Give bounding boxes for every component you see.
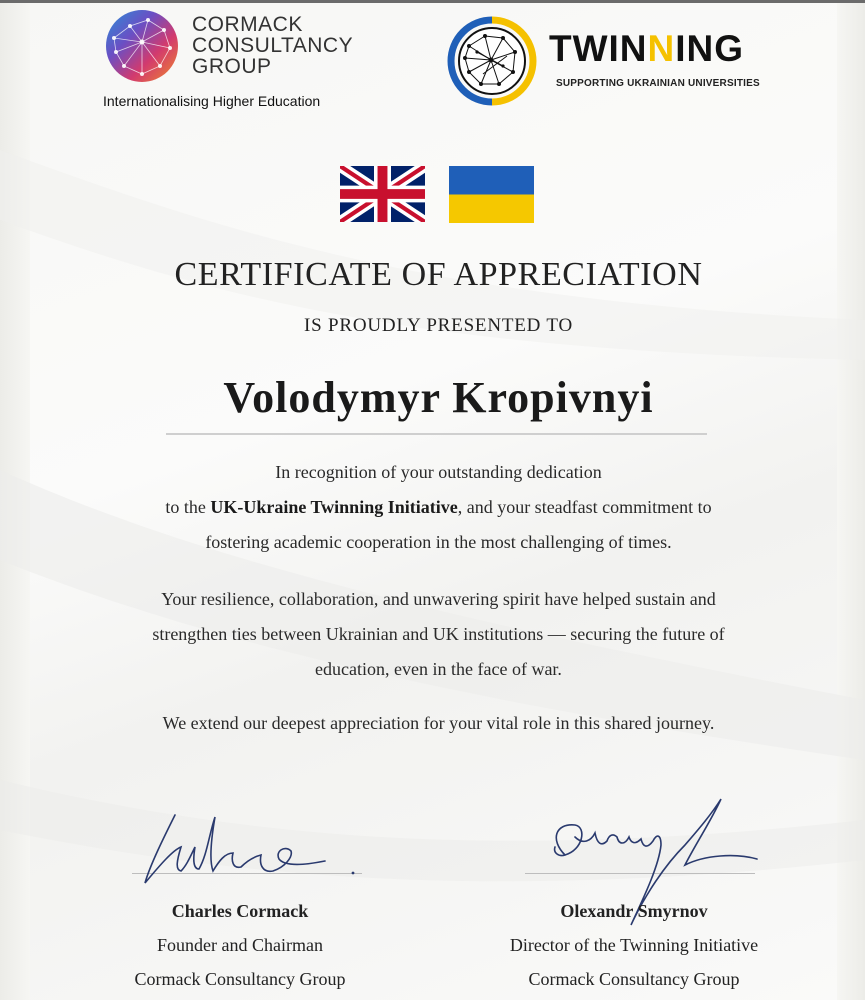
cormack-logo-line: GROUP <box>192 55 272 78</box>
paragraph-line: education, even in the face of war. <box>315 659 562 679</box>
paragraph-line: We extend our deepest appreciation for your vital role in this shared journey. <box>162 713 715 733</box>
resilience-paragraph <box>40 582 837 687</box>
presented-to-text: IS PROUDLY PRESENTED TO <box>304 315 573 336</box>
text-run: to the <box>165 497 211 517</box>
paragraph-line: In recognition of your outstanding dedication <box>275 462 602 482</box>
cormack-logo-line: CONSULTANCY <box>192 34 354 57</box>
twinning-title-highlight: N <box>647 28 676 69</box>
text-run: , and your steadfast commitment to <box>457 497 712 517</box>
paragraph-line: fostering academic cooperation in the most challenging of times. <box>205 532 672 552</box>
signatory-name: Olexandr Smyrnov <box>560 901 708 921</box>
uk-flag-icon <box>340 166 425 222</box>
appreciation-paragraph <box>40 706 837 741</box>
paragraph-line <box>40 490 837 525</box>
twinning-logo-title <box>549 30 744 67</box>
twinning-title-part: ING <box>675 28 745 69</box>
signatory-org: Cormack Consultancy Group <box>134 969 346 989</box>
network-globe-icon <box>104 8 180 84</box>
signatory-right <box>484 894 784 996</box>
recipient-name: Volodymyr Kropivnyi <box>223 373 654 422</box>
paragraph-line: strengthen ties between Ukrainian and UK institutions — securing the future of <box>152 624 725 644</box>
twinning-title-part: TWIN <box>549 28 648 69</box>
ukraine-flag-icon <box>449 166 534 223</box>
initiative-name: UK-Ukraine Twinning Initiative <box>210 497 458 517</box>
twinning-subtitle: SUPPORTING UKRAINIAN UNIVERSITIES <box>556 78 760 89</box>
signatory-left <box>90 894 390 996</box>
recognition-paragraph <box>40 455 837 560</box>
paragraph-line: Your resilience, collaboration, and unwavering spirit have helped sustain and <box>161 589 716 609</box>
certificate-title: CERTIFICATE OF APPRECIATION <box>174 256 703 293</box>
cormack-logo-line: CORMACK <box>192 13 303 36</box>
cormack-logo-text <box>192 14 353 77</box>
signatory-org: Cormack Consultancy Group <box>528 969 740 989</box>
signatory-name: Charles Cormack <box>171 901 309 921</box>
twinning-globe-icon <box>447 16 537 106</box>
signatory-role: Founder and Chairman <box>157 935 323 955</box>
cormack-tagline: Internationalising Higher Education <box>103 93 321 109</box>
signatory-role: Director of the Twinning Initiative <box>509 935 759 955</box>
signature-charles-cormack <box>135 795 365 895</box>
recipient-underline <box>166 433 707 435</box>
